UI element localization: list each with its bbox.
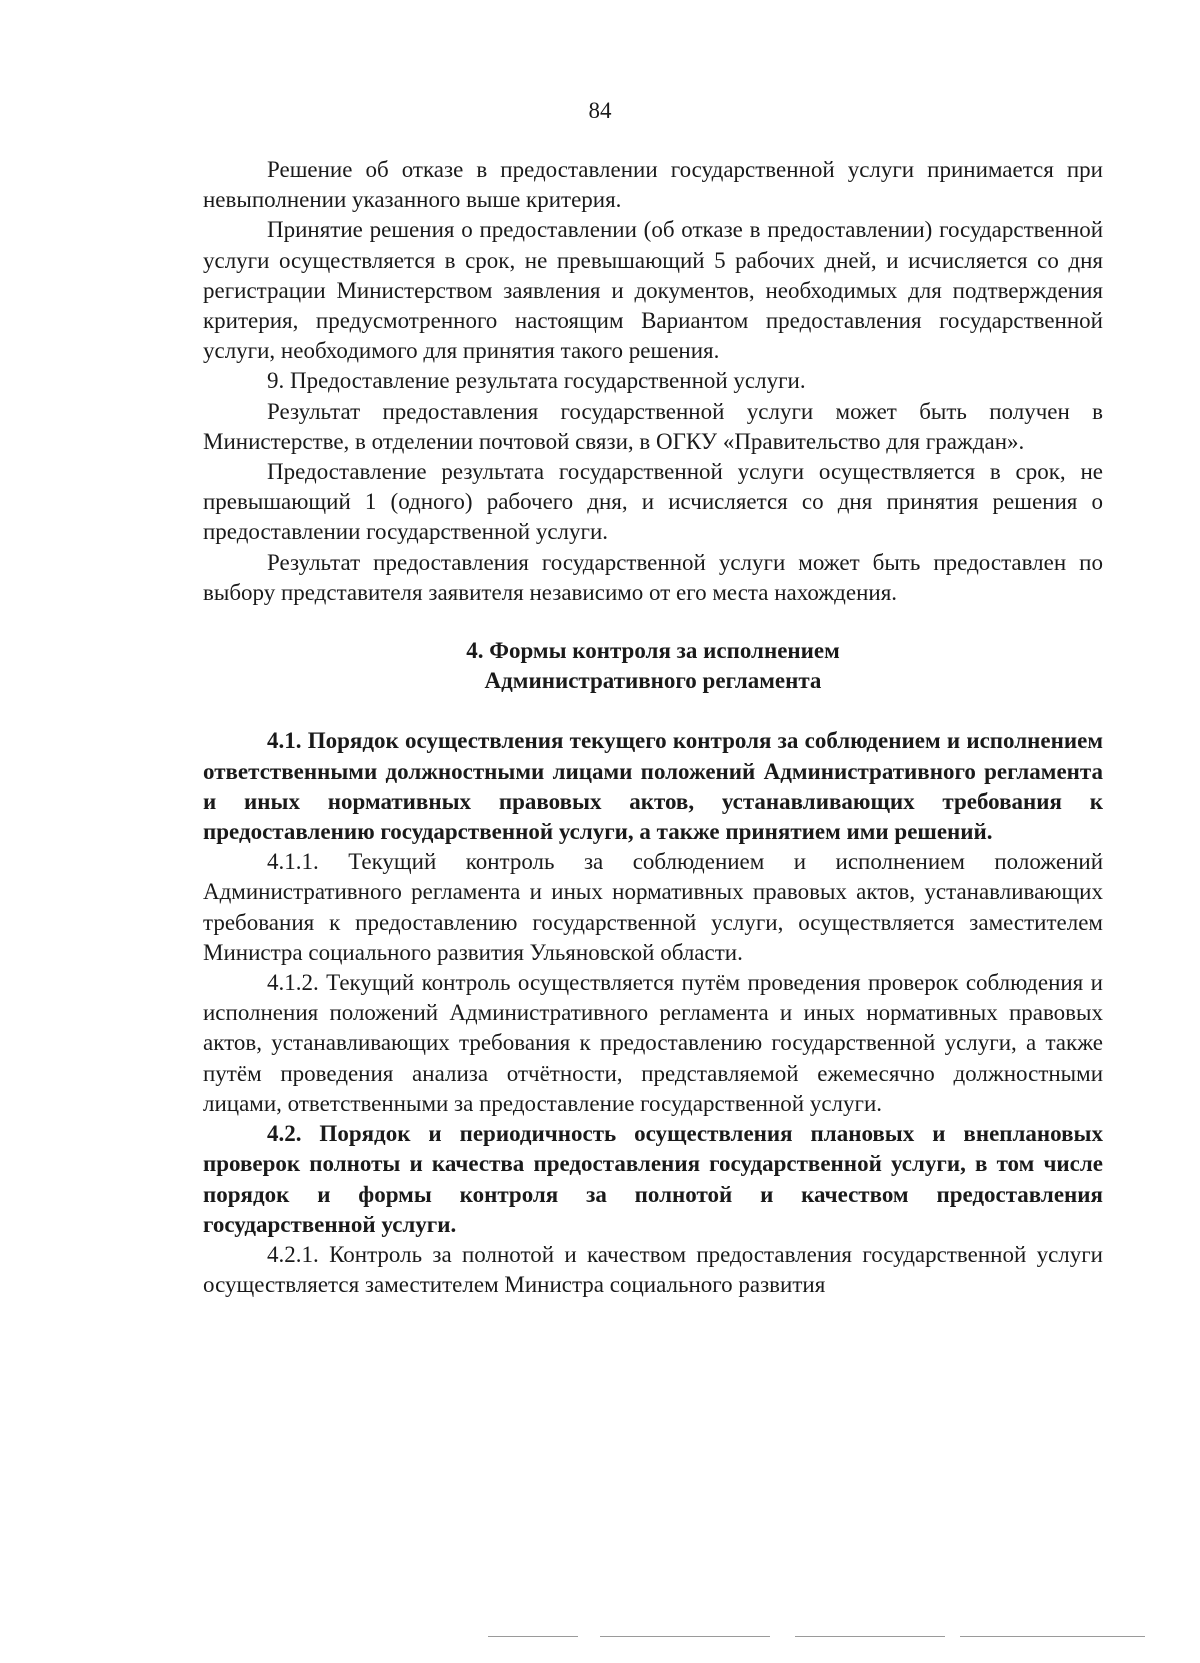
paragraph-result-obtaining: Результат предоставления государственной услуги может быть получен в Министерстве, в отделении почтовой связи, в ОГКУ «Правительство для граждан».	[203, 398, 1103, 454]
page-number: 84	[588, 98, 612, 123]
paragraph-item-9: 9. Предоставление результата государственной услуги.	[267, 368, 806, 394]
subsection-heading-4-1: 4.1. Порядок осуществления текущего контроля за соблюдением и исполнением ответственными должностными лицами положений Административного регламента и иных нормативных правовых актов, устанавливающих требования к предоставлению государственной услуги, а также принятием ими решений.	[203, 728, 1103, 845]
subsection-heading-4-2: 4.2. Порядок и периодичность осуществления плановых и внеплановых проверок полноты и качества предоставления государственной услуги, в том числе порядок и формы контроля за полнотой и качеством предоставления государственной услуги.	[203, 1121, 1103, 1237]
paragraph-decision-term: Принятие решения о предоставлении (об отказе в предоставлении) государственной услуги осуществляется в срок, не превышающий 5 рабочих дней, и исчисляется со дня регистрации Министерством заявления и документов, необходимых для подтверждения критерия, предусмотренного настоящим Вариантом предоставления государственной услуги, необходимого для принятия такого решения.	[203, 217, 1103, 364]
paragraph-4-2-1: 4.2.1. Контроль за полнотой и качеством предоставления государственной услуги осуществляется заместителем Министра социального развития	[203, 1241, 1103, 1298]
paragraph-4-1-2: 4.1.2. Текущий контроль осуществляется путём проведения проверок соблюдения и исполнения положений Административного регламента и иных нормативных правовых актов, устанавливающих требования к предоставлению государственной услуги, а также путём проведения анализа отчётности, представляемой ежемесячно должностными лицами, ответственными за предоставление государственной услуги.	[203, 970, 1103, 1116]
paragraph-result-location: Результат предоставления государственной услуги может быть предоставлен по выбору представителя заявителя независимо от его места нахождения.	[203, 549, 1103, 605]
paragraph-4-1-1: 4.1.1. Текущий контроль за соблюдением и исполнением положений Административного регламента и иных нормативных правовых актов, устанавливающих требования к предоставлению государственной услуги, осуществляется заместителем Министра социального развития Ульяновской области.	[203, 849, 1103, 965]
document-body	[203, 155, 1103, 1300]
section-heading-line-1: 4. Формы контроля за исполнением	[466, 638, 840, 664]
section-heading	[203, 636, 1103, 696]
footer-rule	[0, 1636, 1200, 1640]
paragraph-refusal: Решение об отказе в предоставлении государственной услуги принимается при невыполнении указанного выше критерия.	[203, 157, 1103, 213]
paragraph-result-term: Предоставление результата государственной услуги осуществляется в срок, не превышающий 1 (одного) рабочего дня, и исчисляется со дня принятия решения о предоставлении государственной услуги.	[203, 459, 1103, 545]
section-heading-line-2: Административного регламента	[484, 668, 822, 694]
